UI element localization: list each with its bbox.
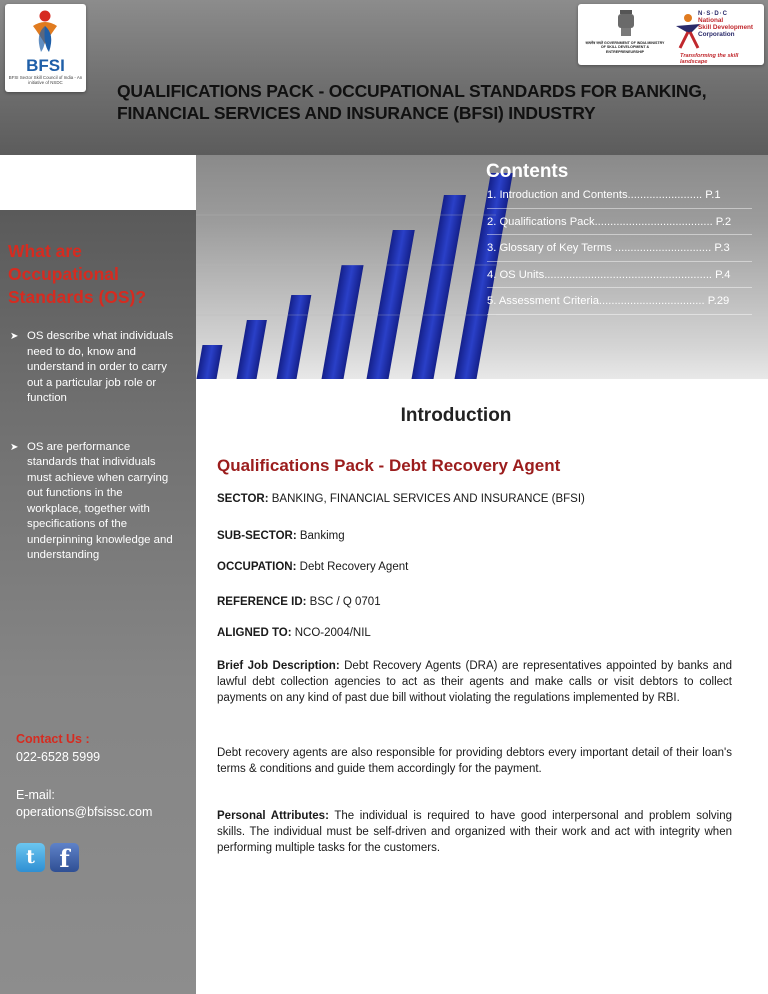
brief-label: Brief Job Description: bbox=[217, 660, 340, 672]
toc-item-glossary[interactable]: 3. Glossary of Key Terms ............................... P.3 bbox=[487, 240, 752, 267]
page-title-line-2: FINANCIAL SERVICES AND INSURANCE (BFSI) INDUSTRY bbox=[117, 103, 596, 123]
bullet-text-1: OS describe what individuals need to do, know and understand in order to carry out a particular job role or function bbox=[27, 330, 174, 404]
arrow-bullet-icon: ➤ bbox=[10, 331, 19, 342]
toc-item-os-units[interactable]: 4. OS Units...................................................... P.4 bbox=[487, 267, 752, 294]
bfsi-logo-subtext: BFSI Sector Skill Council of India - An initiative of NSDC bbox=[8, 75, 83, 86]
nsdc-line-national: National bbox=[698, 17, 724, 24]
sidebar-heading-line-1: What are bbox=[8, 241, 82, 261]
email-link[interactable]: operations@bfsissc.com bbox=[16, 805, 153, 819]
qualifications-pack-title: Qualifications Pack - Debt Recovery Agent bbox=[217, 456, 561, 475]
page-title-line-1: QUALIFICATIONS PACK - OCCUPATIONAL STANDARDS FOR BANKING, bbox=[117, 81, 707, 101]
sidebar-bullet-list bbox=[10, 329, 175, 564]
occupation-label: OCCUPATION: bbox=[217, 561, 297, 573]
subsector-label: SUB-SECTOR: bbox=[217, 530, 297, 542]
toc-item-assessment-criteria[interactable]: 5. Assessment Criteria.................................. P.29 bbox=[487, 293, 752, 320]
nsdc-acronym: N·S·D·C bbox=[698, 11, 728, 17]
toc-item-qualifications-pack[interactable]: 2. Qualifications Pack...................................... P.2 bbox=[487, 214, 752, 241]
arrow-bullet-icon: ➤ bbox=[10, 441, 19, 453]
aligned-label: ALIGNED TO: bbox=[217, 627, 292, 639]
subsector-field bbox=[217, 530, 345, 542]
occupation-field bbox=[217, 561, 408, 573]
personal-attributes bbox=[217, 808, 732, 856]
occupation-value: Debt Recovery Agent bbox=[296, 561, 409, 573]
sidebar bbox=[0, 210, 196, 994]
introduction-heading: Introduction bbox=[400, 405, 512, 426]
sidebar-heading-line-2: Occupational bbox=[8, 264, 119, 284]
facebook-icon[interactable]: f bbox=[50, 843, 79, 872]
bfsi-logo[interactable] bbox=[5, 4, 86, 92]
attributes-value: The individual is required to have good interpersonal and problem solving skills. The individual must be self-driven and organized with their work and act with integrity when performing multiple tasks for the customers. bbox=[217, 810, 733, 854]
sector-field bbox=[217, 493, 585, 505]
attributes-label: Personal Attributes: bbox=[217, 810, 329, 822]
subsector-value: Bankimg bbox=[296, 530, 345, 542]
aligned-to-field bbox=[217, 627, 371, 639]
contents-title: Contents bbox=[486, 161, 569, 182]
nsdc-text bbox=[698, 11, 762, 38]
list-item bbox=[10, 329, 175, 407]
nsdc-line-corporation: Corporation bbox=[698, 31, 735, 38]
brief-job-description bbox=[217, 658, 732, 706]
sector-value: BANKING, FINANCIAL SERVICES AND INSURANCE (BFSI) bbox=[268, 493, 585, 505]
government-text: सत्यमेव जयते GOVERNMENT OF INDIA MINISTRY OF SKILL DEVELOPMENT & ENTREPRENEURSHIP bbox=[585, 41, 665, 54]
nsdc-line-skill: Skill Development bbox=[698, 24, 754, 31]
toc-item-introduction[interactable]: 1. Introduction and Contents........................ P.1 bbox=[487, 187, 752, 214]
brief-value: Debt Recovery Agents (DRA) are representatives appointed by banks and lawful debt collection agencies to act as their agents and make calls or visit debtors to collect payments on any kind of past due bill without violating the regulations implemented by RBI. bbox=[217, 660, 732, 704]
sector-label: SECTOR: bbox=[217, 493, 269, 505]
page-title bbox=[117, 80, 737, 124]
table-of-contents bbox=[487, 187, 752, 320]
list-item bbox=[10, 440, 175, 564]
contact-phone[interactable]: 022-6528 5999 bbox=[16, 750, 101, 764]
bfsi-emblem-icon bbox=[5, 4, 86, 60]
reference-label: REFERENCE ID: bbox=[217, 596, 307, 608]
reference-id-field bbox=[217, 596, 381, 608]
nsdc-tagline: Transforming the skill landscape bbox=[680, 53, 739, 65]
contact-title: Contact Us : bbox=[16, 732, 90, 746]
bfsi-logo-text: BFSI bbox=[26, 56, 65, 75]
header-band bbox=[0, 0, 768, 155]
reference-value: BSC / Q 0701 bbox=[306, 596, 381, 608]
sidebar-heading-line-3: Standards (OS)? bbox=[8, 287, 147, 307]
national-emblem-icon bbox=[578, 4, 678, 44]
government-nsdc-logo[interactable] bbox=[578, 4, 764, 65]
email-label: E-mail: bbox=[16, 788, 55, 802]
aligned-value: NCO-2004/NIL bbox=[291, 627, 371, 639]
bullet-text-2: OS are performance standards that individuals must achieve when carrying out functions in the workplace, together with specifications of the underpinning knowledge and understanding bbox=[27, 440, 173, 561]
sidebar-heading bbox=[8, 240, 188, 309]
twitter-icon[interactable]: t bbox=[16, 843, 45, 872]
paragraph-debt-recovery: Debt recovery agents are also responsible for providing debtors every important detail of their loan's terms & conditions and guide them accordingly for the payment. bbox=[217, 747, 732, 775]
